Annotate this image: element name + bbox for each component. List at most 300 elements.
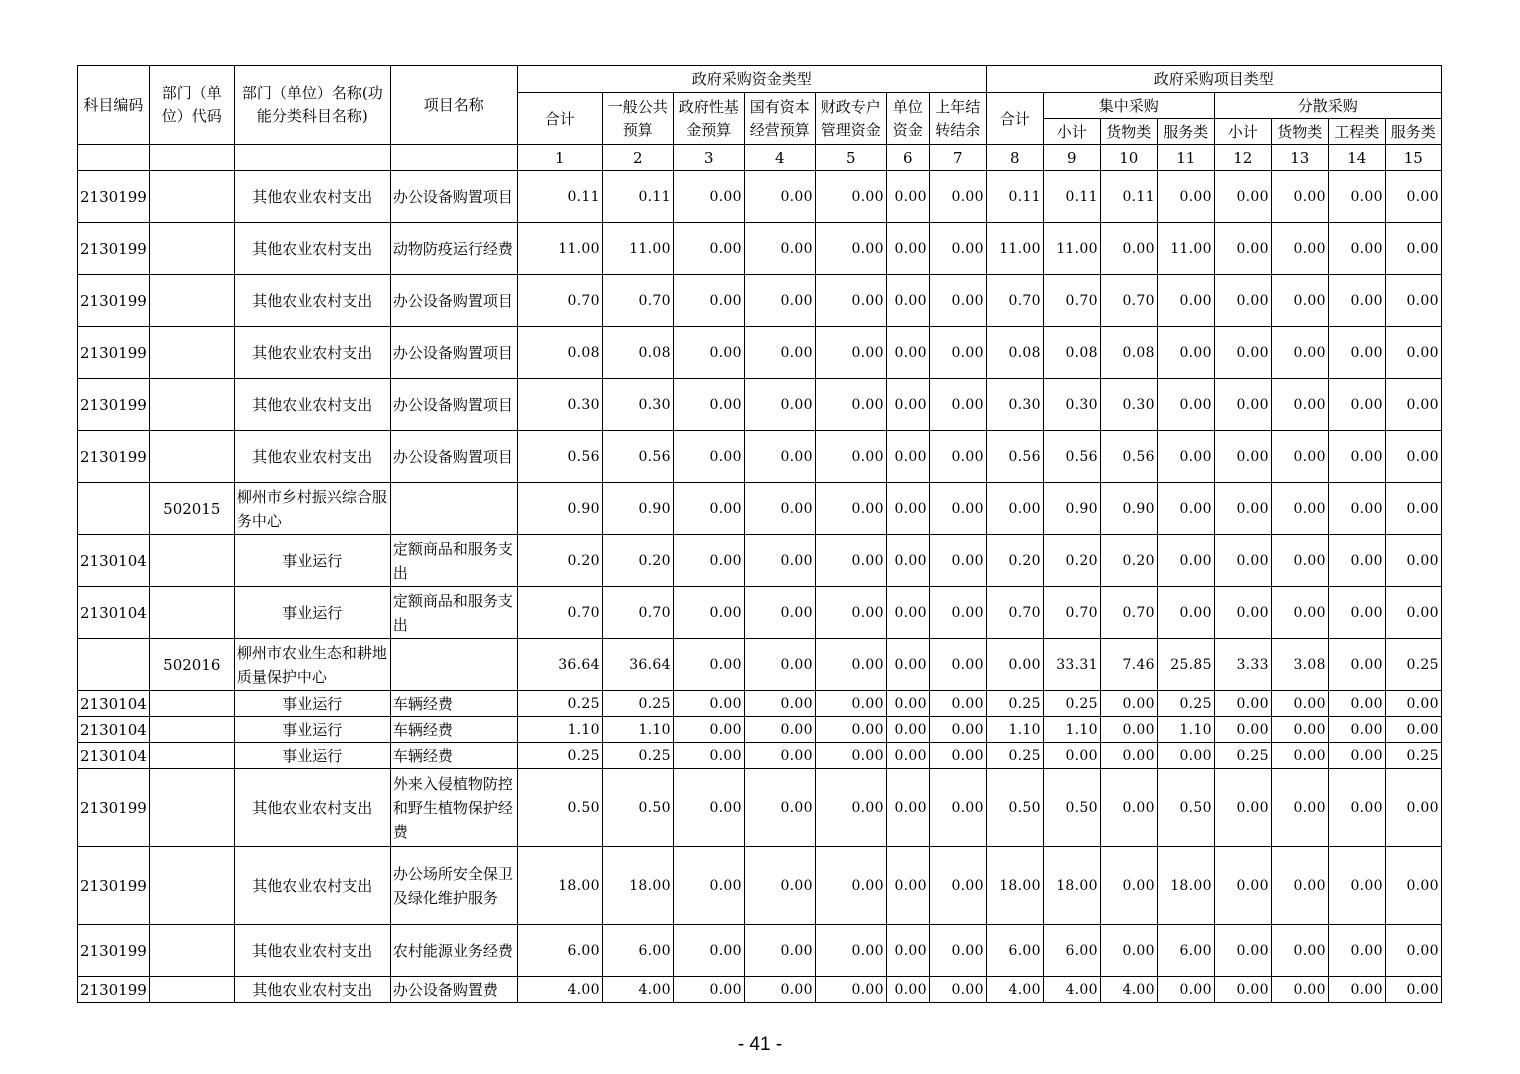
amount-cell: 0.00: [886, 691, 929, 717]
dept-code-cell: [149, 171, 234, 223]
amount-cell: 0.00: [1043, 743, 1100, 769]
amount-cell: 36.64: [517, 639, 602, 691]
amount-cell: 0.00: [1157, 587, 1214, 639]
amount-cell: 0.00: [1100, 769, 1157, 847]
column-index: 15: [1385, 145, 1441, 171]
amount-cell: 4.00: [986, 977, 1043, 1003]
column-index: 14: [1328, 145, 1385, 171]
amount-cell: 0.50: [517, 769, 602, 847]
amount-cell: 0.00: [1385, 847, 1441, 925]
amount-cell: 0.00: [1328, 925, 1385, 977]
amount-cell: 0.00: [1214, 587, 1271, 639]
amount-cell: 0.00: [1157, 743, 1214, 769]
amount-cell: 0.00: [1214, 977, 1271, 1003]
header-central-subtotal: 小计: [1043, 119, 1100, 145]
dept-code-cell: [149, 223, 234, 275]
amount-cell: 0.00: [886, 769, 929, 847]
dept-name-cell: 其他农业农村支出: [234, 431, 390, 483]
amount-cell: 0.00: [673, 717, 744, 743]
amount-cell: 0.00: [886, 587, 929, 639]
amount-cell: 0.08: [1043, 327, 1100, 379]
amount-cell: 0.70: [986, 587, 1043, 639]
project-name-cell: 办公场所安全保卫及绿化维护服务: [390, 847, 517, 925]
dept-code-cell: [149, 847, 234, 925]
table-row: [78, 717, 1442, 743]
amount-cell: 0.00: [1385, 717, 1441, 743]
amount-cell: 6.00: [517, 925, 602, 977]
amount-cell: 0.00: [1157, 379, 1214, 431]
header-fund-general: 一般公共预算: [602, 93, 673, 145]
header-fund-type-group: 政府采购资金类型: [517, 66, 986, 93]
amount-cell: 0.00: [1271, 587, 1328, 639]
subject-code-cell: 2130199: [78, 977, 150, 1003]
amount-cell: 25.85: [1157, 639, 1214, 691]
amount-cell: 0.25: [517, 691, 602, 717]
amount-cell: 0.00: [1385, 977, 1441, 1003]
subject-code-cell: 2130199: [78, 327, 150, 379]
amount-cell: 0.11: [602, 171, 673, 223]
dept-code-cell: [149, 691, 234, 717]
amount-cell: 0.30: [602, 379, 673, 431]
table-row: [78, 327, 1442, 379]
amount-cell: 0.00: [1328, 717, 1385, 743]
column-index: 6: [886, 145, 929, 171]
index-spacer: [149, 145, 234, 171]
table-row: [78, 587, 1442, 639]
amount-cell: 0.08: [602, 327, 673, 379]
amount-cell: 0.30: [1043, 379, 1100, 431]
table-row: [78, 171, 1442, 223]
amount-cell: 0.00: [886, 431, 929, 483]
dept-code-cell: [149, 717, 234, 743]
header-dept-code: 部门（单位）代码: [149, 66, 234, 145]
amount-cell: 0.00: [1271, 275, 1328, 327]
amount-cell: 0.00: [815, 275, 886, 327]
dept-name-cell: 柳州市乡村振兴综合服务中心: [234, 483, 390, 535]
amount-cell: 0.00: [744, 639, 815, 691]
amount-cell: 0.00: [886, 847, 929, 925]
column-index: 1: [517, 145, 602, 171]
dept-code-cell: [149, 769, 234, 847]
amount-cell: 0.00: [673, 171, 744, 223]
amount-cell: 0.11: [1043, 171, 1100, 223]
amount-cell: 0.00: [1214, 275, 1271, 327]
amount-cell: 11.00: [517, 223, 602, 275]
project-name-cell: 办公设备购置项目: [390, 431, 517, 483]
amount-cell: 0.90: [602, 483, 673, 535]
amount-cell: 0.00: [673, 925, 744, 977]
project-name-cell: 车辆经费: [390, 717, 517, 743]
subject-code-cell: [78, 483, 150, 535]
header-decentral-works: 工程类: [1328, 119, 1385, 145]
amount-cell: 33.31: [1043, 639, 1100, 691]
amount-cell: 0.00: [1385, 587, 1441, 639]
dept-code-cell: [149, 431, 234, 483]
amount-cell: 0.00: [1271, 483, 1328, 535]
amount-cell: 0.25: [986, 691, 1043, 717]
project-name-cell: 办公设备购置项目: [390, 379, 517, 431]
column-index: 4: [744, 145, 815, 171]
subject-code-cell: 2130104: [78, 691, 150, 717]
amount-cell: 0.00: [886, 535, 929, 587]
column-index: 10: [1100, 145, 1157, 171]
amount-cell: 0.30: [1100, 379, 1157, 431]
amount-cell: 0.70: [1100, 275, 1157, 327]
column-index: 12: [1214, 145, 1271, 171]
amount-cell: 0.70: [986, 275, 1043, 327]
column-index: 2: [602, 145, 673, 171]
amount-cell: 4.00: [517, 977, 602, 1003]
amount-cell: 0.00: [1385, 769, 1441, 847]
dept-name-cell: 其他农业农村支出: [234, 223, 390, 275]
header-decentral-goods: 货物类: [1271, 119, 1328, 145]
project-name-cell: 农村能源业务经费: [390, 925, 517, 977]
amount-cell: 18.00: [986, 847, 1043, 925]
dept-name-cell: 柳州市农业生态和耕地质量保护中心: [234, 639, 390, 691]
amount-cell: 0.00: [744, 171, 815, 223]
amount-cell: 0.00: [673, 587, 744, 639]
amount-cell: 0.00: [1157, 327, 1214, 379]
index-spacer: [390, 145, 517, 171]
amount-cell: 18.00: [1157, 847, 1214, 925]
amount-cell: 0.00: [1328, 639, 1385, 691]
amount-cell: 0.56: [602, 431, 673, 483]
amount-cell: 0.25: [602, 691, 673, 717]
amount-cell: 0.00: [929, 327, 986, 379]
amount-cell: 0.00: [1328, 769, 1385, 847]
subject-code-cell: 2130199: [78, 431, 150, 483]
amount-cell: 0.56: [517, 431, 602, 483]
amount-cell: 0.00: [1385, 483, 1441, 535]
dept-code-cell: 502016: [149, 639, 234, 691]
amount-cell: 0.00: [886, 977, 929, 1003]
amount-cell: 0.00: [1214, 691, 1271, 717]
amount-cell: 0.25: [602, 743, 673, 769]
amount-cell: 0.50: [1157, 769, 1214, 847]
index-spacer: [78, 145, 150, 171]
amount-cell: 0.00: [1214, 171, 1271, 223]
dept-name-cell: 其他农业农村支出: [234, 171, 390, 223]
amount-cell: 0.00: [673, 769, 744, 847]
amount-cell: 0.00: [744, 847, 815, 925]
table-row: [78, 535, 1442, 587]
dept-code-cell: 502015: [149, 483, 234, 535]
project-name-cell: 动物防疫运行经费: [390, 223, 517, 275]
table-row: [78, 483, 1442, 535]
header-fund-stateasset: 国有资本经营预算: [744, 93, 815, 145]
amount-cell: 0.00: [815, 691, 886, 717]
amount-cell: 0.00: [815, 327, 886, 379]
amount-cell: 0.00: [1328, 171, 1385, 223]
amount-cell: 0.70: [602, 587, 673, 639]
project-name-cell: 定额商品和服务支出: [390, 587, 517, 639]
table-body: [78, 171, 1442, 1003]
amount-cell: 0.00: [815, 769, 886, 847]
amount-cell: 0.00: [1214, 431, 1271, 483]
amount-cell: 0.00: [744, 275, 815, 327]
table-row: [78, 977, 1442, 1003]
header-decentral-subtotal: 小计: [1214, 119, 1271, 145]
amount-cell: 0.20: [1043, 535, 1100, 587]
amount-cell: 0.00: [744, 587, 815, 639]
header-subject-code: 科目编码: [78, 66, 150, 145]
amount-cell: 0.00: [1271, 717, 1328, 743]
amount-cell: 0.00: [1328, 977, 1385, 1003]
amount-cell: 3.08: [1271, 639, 1328, 691]
amount-cell: 0.00: [1214, 535, 1271, 587]
project-name-cell: 车辆经费: [390, 743, 517, 769]
amount-cell: 0.00: [1214, 847, 1271, 925]
amount-cell: 0.00: [1100, 847, 1157, 925]
header-central-service: 服务类: [1157, 119, 1214, 145]
dept-name-cell: 事业运行: [234, 743, 390, 769]
project-name-cell: 办公设备购置项目: [390, 327, 517, 379]
table-row: [78, 847, 1442, 925]
amount-cell: 4.00: [1100, 977, 1157, 1003]
amount-cell: 0.00: [1271, 535, 1328, 587]
amount-cell: 0.00: [1385, 275, 1441, 327]
amount-cell: 0.00: [1157, 275, 1214, 327]
amount-cell: 18.00: [1043, 847, 1100, 925]
amount-cell: 0.00: [929, 977, 986, 1003]
amount-cell: 0.00: [744, 925, 815, 977]
amount-cell: 0.50: [1043, 769, 1100, 847]
amount-cell: 6.00: [1043, 925, 1100, 977]
column-index: 9: [1043, 145, 1100, 171]
amount-cell: 0.20: [602, 535, 673, 587]
amount-cell: 0.00: [744, 535, 815, 587]
amount-cell: 0.50: [986, 769, 1043, 847]
amount-cell: 0.00: [744, 431, 815, 483]
amount-cell: 0.00: [673, 327, 744, 379]
amount-cell: 0.00: [1157, 535, 1214, 587]
amount-cell: 0.00: [986, 639, 1043, 691]
amount-cell: 0.00: [1328, 587, 1385, 639]
subject-code-cell: 2130199: [78, 847, 150, 925]
amount-cell: 0.70: [1043, 587, 1100, 639]
amount-cell: 0.00: [744, 483, 815, 535]
table-header: [78, 66, 1442, 171]
amount-cell: 0.00: [815, 717, 886, 743]
amount-cell: 0.00: [929, 717, 986, 743]
amount-cell: 0.00: [886, 639, 929, 691]
amount-cell: 0.00: [886, 483, 929, 535]
amount-cell: 3.33: [1214, 639, 1271, 691]
amount-cell: 0.00: [673, 743, 744, 769]
amount-cell: 0.00: [929, 535, 986, 587]
amount-cell: 0.00: [744, 379, 815, 431]
amount-cell: 0.00: [815, 587, 886, 639]
amount-cell: 0.00: [1328, 327, 1385, 379]
dept-name-cell: 其他农业农村支出: [234, 847, 390, 925]
amount-cell: 0.08: [1100, 327, 1157, 379]
amount-cell: 0.00: [815, 743, 886, 769]
dept-code-cell: [149, 587, 234, 639]
amount-cell: 0.25: [986, 743, 1043, 769]
subject-code-cell: 2130199: [78, 171, 150, 223]
dept-code-cell: [149, 327, 234, 379]
project-name-cell: 办公设备购置费: [390, 977, 517, 1003]
dept-name-cell: 其他农业农村支出: [234, 977, 390, 1003]
amount-cell: 0.00: [744, 743, 815, 769]
amount-cell: 0.00: [1385, 691, 1441, 717]
header-fund-unit: 单位资金: [886, 93, 929, 145]
amount-cell: 0.00: [929, 431, 986, 483]
amount-cell: 0.00: [1385, 925, 1441, 977]
header-fund-carryover: 上年结转结余: [929, 93, 986, 145]
amount-cell: 0.00: [1214, 223, 1271, 275]
amount-cell: 0.00: [744, 691, 815, 717]
dept-name-cell: 事业运行: [234, 587, 390, 639]
amount-cell: 0.00: [1157, 977, 1214, 1003]
amount-cell: 0.90: [1100, 483, 1157, 535]
amount-cell: 0.00: [929, 769, 986, 847]
amount-cell: 0.00: [1271, 691, 1328, 717]
header-project-type-group: 政府采购项目类型: [986, 66, 1441, 93]
amount-cell: 0.00: [929, 639, 986, 691]
header-fund-special: 财政专户管理资金: [815, 93, 886, 145]
amount-cell: 0.00: [1328, 691, 1385, 717]
subject-code-cell: 2130104: [78, 717, 150, 743]
amount-cell: 0.00: [673, 977, 744, 1003]
amount-cell: 11.00: [602, 223, 673, 275]
amount-cell: 36.64: [602, 639, 673, 691]
subject-code-cell: 2130199: [78, 275, 150, 327]
project-name-cell: 车辆经费: [390, 691, 517, 717]
column-index: 11: [1157, 145, 1214, 171]
procurement-table: [77, 65, 1442, 1003]
amount-cell: 0.00: [1385, 379, 1441, 431]
amount-cell: 1.10: [602, 717, 673, 743]
amount-cell: 0.25: [1157, 691, 1214, 717]
amount-cell: 0.56: [1100, 431, 1157, 483]
amount-cell: 0.00: [815, 431, 886, 483]
amount-cell: 0.70: [1100, 587, 1157, 639]
amount-cell: 0.00: [986, 483, 1043, 535]
amount-cell: 0.00: [1271, 171, 1328, 223]
amount-cell: 11.00: [1043, 223, 1100, 275]
amount-cell: 0.00: [815, 379, 886, 431]
amount-cell: 0.00: [815, 483, 886, 535]
amount-cell: 0.00: [673, 483, 744, 535]
amount-cell: 0.25: [517, 743, 602, 769]
column-index: 3: [673, 145, 744, 171]
amount-cell: 0.00: [929, 275, 986, 327]
amount-cell: 0.00: [815, 223, 886, 275]
amount-cell: 0.90: [1043, 483, 1100, 535]
amount-cell: 0.00: [815, 977, 886, 1003]
amount-cell: 4.00: [1043, 977, 1100, 1003]
amount-cell: 0.00: [673, 431, 744, 483]
table-row: [78, 639, 1442, 691]
header-dept-name: 部门（单位）名称(功能分类科目名称): [234, 66, 390, 145]
amount-cell: 0.00: [1328, 483, 1385, 535]
amount-cell: 0.00: [929, 691, 986, 717]
amount-cell: 0.70: [602, 275, 673, 327]
dept-code-cell: [149, 535, 234, 587]
amount-cell: 18.00: [517, 847, 602, 925]
amount-cell: 0.00: [1214, 925, 1271, 977]
amount-cell: 0.00: [1271, 327, 1328, 379]
column-index: 13: [1271, 145, 1328, 171]
amount-cell: 0.00: [1214, 769, 1271, 847]
header-decentralized: 分散采购: [1214, 93, 1441, 119]
amount-cell: 0.20: [986, 535, 1043, 587]
amount-cell: 0.00: [744, 223, 815, 275]
amount-cell: 0.00: [1100, 717, 1157, 743]
header-project-total: 合计: [986, 93, 1043, 145]
project-name-cell: 办公设备购置项目: [390, 171, 517, 223]
header-fund-govfund: 政府性基金预算: [673, 93, 744, 145]
amount-cell: 0.00: [929, 925, 986, 977]
amount-cell: 0.00: [1271, 431, 1328, 483]
amount-cell: 0.00: [744, 977, 815, 1003]
table-row: [78, 743, 1442, 769]
amount-cell: 0.00: [1385, 431, 1441, 483]
table-row: [78, 925, 1442, 977]
amount-cell: 0.00: [886, 171, 929, 223]
amount-cell: 0.00: [1157, 431, 1214, 483]
amount-cell: 0.30: [986, 379, 1043, 431]
amount-cell: 0.11: [517, 171, 602, 223]
subject-code-cell: 2130104: [78, 743, 150, 769]
project-name-cell: 办公设备购置项目: [390, 275, 517, 327]
amount-cell: 0.00: [1328, 275, 1385, 327]
amount-cell: 0.00: [673, 275, 744, 327]
amount-cell: 0.00: [1328, 743, 1385, 769]
amount-cell: 1.10: [1043, 717, 1100, 743]
amount-cell: 0.11: [1100, 171, 1157, 223]
amount-cell: 0.70: [1043, 275, 1100, 327]
amount-cell: 0.70: [517, 275, 602, 327]
amount-cell: 0.00: [1100, 743, 1157, 769]
amount-cell: 0.00: [673, 639, 744, 691]
amount-cell: 0.00: [1271, 223, 1328, 275]
subject-code-cell: 2130199: [78, 925, 150, 977]
amount-cell: 0.90: [517, 483, 602, 535]
amount-cell: 6.00: [986, 925, 1043, 977]
amount-cell: 6.00: [1157, 925, 1214, 977]
dept-code-cell: [149, 925, 234, 977]
amount-cell: 0.00: [1271, 769, 1328, 847]
header-centralized: 集中采购: [1043, 93, 1214, 119]
amount-cell: 0.00: [1328, 223, 1385, 275]
amount-cell: 0.00: [815, 925, 886, 977]
header-decentral-service: 服务类: [1385, 119, 1441, 145]
project-name-cell: 外来入侵植物防控和野生植物保护经费: [390, 769, 517, 847]
amount-cell: 0.56: [1043, 431, 1100, 483]
amount-cell: 0.00: [1385, 171, 1441, 223]
amount-cell: 0.00: [744, 327, 815, 379]
subject-code-cell: 2130104: [78, 535, 150, 587]
dept-name-cell: 其他农业农村支出: [234, 379, 390, 431]
header-index-row: [78, 145, 1442, 171]
amount-cell: 0.11: [986, 171, 1043, 223]
amount-cell: 0.00: [929, 223, 986, 275]
header-project-name: 项目名称: [390, 66, 517, 145]
amount-cell: 0.00: [886, 275, 929, 327]
amount-cell: 0.00: [1271, 925, 1328, 977]
project-name-cell: [390, 639, 517, 691]
dept-name-cell: 其他农业农村支出: [234, 925, 390, 977]
amount-cell: 0.25: [1043, 691, 1100, 717]
amount-cell: 0.00: [1328, 847, 1385, 925]
amount-cell: 0.00: [1157, 483, 1214, 535]
amount-cell: 0.00: [744, 769, 815, 847]
amount-cell: 0.08: [517, 327, 602, 379]
amount-cell: 0.00: [744, 717, 815, 743]
table-row: [78, 769, 1442, 847]
